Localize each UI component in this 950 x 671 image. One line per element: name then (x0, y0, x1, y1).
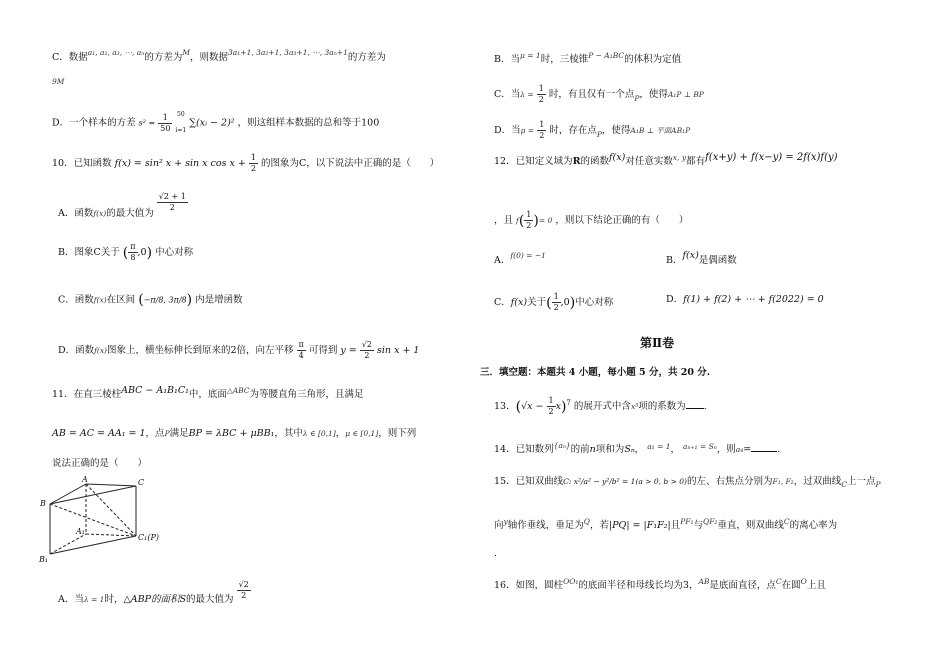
q12-xy: x, y (672, 153, 687, 162)
q12-R: R (572, 156, 581, 167)
q14-cond1: a₁ = 1 (647, 442, 671, 451)
q10-function: f(x) = sin² x + sin x cos x + (114, 158, 246, 169)
q11-stem-b: 中，底面 (188, 389, 227, 400)
q12-cont-f: f (516, 216, 519, 225)
q9d-sum-limits (175, 110, 186, 136)
q15-line2 (494, 516, 837, 532)
q9-option-d (52, 110, 379, 136)
q11c-frac-den: 2 (538, 95, 544, 104)
q14-mid: 的前 (570, 444, 590, 455)
q16-mid: 的底面半径和母线长均为3， (578, 580, 699, 591)
q11-vector: BP = λBC + μBB₁ (188, 428, 275, 439)
q10d-fraction (297, 340, 306, 361)
q12c-mid: 关于 (527, 297, 547, 308)
q14: 14．已知数列$^{\{a_n\}}$的前n项和为Sₙ， $^{a_1 = 1}$， $^{a_{n+1} = S_n}$，则a₄= . (494, 441, 781, 455)
q9d-frac-num: 1 (158, 113, 172, 124)
q12c-pre: C． (494, 297, 511, 308)
q10-stem-a: 10．已知函数 (52, 158, 112, 169)
q12b-post: 是偶函数 (698, 255, 737, 266)
q9c-data-seq2: 3a₁+1, 3a₂+1, 3a₃+1, ⋯, 3aₙ+1 (228, 48, 348, 57)
q9d-sum-top: 50 (177, 111, 185, 118)
q13-frac-num: 1 (548, 396, 554, 405)
right-column (470, 0, 950, 671)
q9c-tail: 的方差为 (347, 52, 386, 63)
q11-cond: AB = AC = AA₁ = 1 (52, 428, 146, 439)
q10-option-b (58, 242, 193, 263)
q10a-fraction (157, 192, 188, 213)
q11-mu: μ ∈ [0,1] (345, 429, 379, 438)
q10c-interval: −π/8, 3π/8 (143, 295, 187, 305)
q10c-mid: 在区间 (106, 294, 136, 306)
q12-cont-a: ，且 (494, 215, 514, 226)
q13-expr-b: x (555, 401, 561, 412)
q12-stem-d: 都有 (686, 156, 706, 167)
q9c-mid2: ，则数据 (190, 52, 229, 63)
q15-line3: . (494, 548, 498, 559)
q10-stem (52, 153, 439, 174)
q10d-mid: 图象上，横坐标伸长到原来的2倍，向左平移 (106, 345, 294, 356)
q16-O: O (800, 577, 807, 586)
q15-mid2: ，过双曲线 (793, 476, 842, 487)
q15-l2d: 且 (670, 520, 681, 531)
q14-mid2: 项和为 (595, 444, 625, 455)
q11a-fraction (237, 580, 251, 601)
q15-PF1: PF₁ (680, 517, 694, 526)
q14-seq: {aₙ} (553, 441, 571, 450)
q12-cont-eq: = 0 (538, 216, 553, 225)
q11c-fraction (537, 84, 546, 105)
q11-condition: AB = AC = AA₁ = 1，点P满足BP = λBC + μBB₁，其中λ ∈ [0,1]，μ ∈ [0,1]，则下列 (52, 428, 417, 439)
q11a-area: △ABP的面积S (123, 594, 187, 605)
q12-f: f(x) (609, 152, 626, 163)
q11b-mid: 时，三棱锥 (540, 54, 589, 65)
q9d-formula-lhs: s² = (138, 118, 156, 128)
edge-AC (86, 484, 136, 486)
q12-cont-b: ，则以下结论正确的有（ ） (555, 215, 689, 226)
q10b-fraction (128, 242, 137, 263)
section-three-heading: 三．填空题：本题共 4 小题，每小题 5 分，共 20 分. (480, 367, 711, 378)
q15-l2a: 向 (494, 520, 504, 531)
q11-option-b (494, 50, 681, 66)
q10c-post: 内是增函数 (195, 294, 243, 306)
edge-BC (50, 486, 136, 504)
q11-prism: ABC − A₁B₁C₁ (121, 385, 189, 396)
q10b-frac-den: 8 (130, 253, 136, 262)
q11-option-d (494, 120, 690, 141)
q9d-fraction (158, 113, 172, 134)
q12b-pre: B． (666, 255, 683, 266)
q16 (494, 576, 826, 592)
q16-AB: AB (698, 577, 710, 586)
q11-point: P (164, 429, 170, 438)
q15-l2b: 轴作垂线，垂足为 (507, 520, 584, 531)
q10b-paren-open: ( (122, 244, 129, 261)
q13-paren-open: ( (515, 398, 522, 415)
label-B1: B₁ (39, 555, 49, 564)
q15-foci: F₁, F₂ (772, 477, 794, 486)
q11d-cond: μ = (520, 126, 535, 135)
q13: 13．(√x − $\frac{1}{2}$ x)$^7$ 的展开式中含x⁵项的系数为 . (494, 396, 707, 416)
q11b-pre: B．当 (494, 54, 520, 65)
q11a-pre: A．当 (58, 594, 84, 605)
q15-mid3: 上一点 (846, 476, 876, 487)
q14-cond2: aₙ₊₁ = Sₙ (683, 442, 717, 451)
q15-l2e: 与 (693, 520, 704, 531)
q15-y: y (503, 517, 508, 526)
q9-option-c (52, 47, 386, 64)
edge-B1C1 (50, 536, 136, 554)
q11b-solid: P − A₁BC (588, 51, 625, 60)
q10d-yfraction (360, 340, 374, 361)
q9c-var: M (182, 48, 191, 57)
q10d-pre: D．函数 (58, 345, 95, 356)
q13-exponent: 7 (566, 398, 571, 407)
q15-C2: C (783, 517, 790, 526)
q10d-ytail: sin x + 1 (377, 345, 420, 356)
q16-mid3: 在圆 (781, 580, 801, 591)
q11-cond-e: ，则下列 (378, 428, 417, 439)
q10a-mid: 的最大值为 (106, 208, 154, 219)
label-A: A (82, 475, 88, 484)
q11-cond-d: ，其中 (274, 428, 303, 439)
q11a-cond: λ = 1 (83, 595, 105, 604)
q10d-f: f(x) (94, 346, 107, 355)
q12c-expr: f(x) (510, 297, 528, 308)
q10d-mid2: 可得到 (308, 345, 338, 356)
q11-continuation: 说法正确的是（ ） (52, 458, 148, 469)
q12c-frac-num: 1 (553, 292, 559, 301)
q14-answer-blank[interactable] (751, 442, 777, 452)
q13-answer-blank[interactable] (686, 399, 704, 409)
q11d-frac-num: 1 (539, 120, 545, 129)
q9d-frac-den: 50 (160, 123, 171, 133)
q10a-f: f(x) (93, 209, 107, 218)
q10d-yfrac-num: √2 (361, 340, 372, 349)
q12-stem-b: 的函数 (580, 156, 610, 167)
q12-option-d (666, 294, 824, 306)
q13-expr-a: √x − (521, 401, 544, 412)
q10a-frac-den: 2 (169, 203, 175, 212)
q11c-pre: C．当 (494, 89, 521, 100)
q16-pre: 16．如图，圆柱 (494, 580, 564, 591)
q10b-frac-num: π (130, 242, 136, 251)
q11-lambda: λ ∈ [0,1] (302, 429, 336, 438)
q11d-point: P (596, 130, 602, 139)
q13-frac-den: 2 (548, 407, 554, 416)
label-B: B (40, 499, 46, 508)
edge-B1A1 (50, 534, 86, 554)
q11-stem-a: 11．在直三棱柱 (52, 389, 122, 400)
q10-frac-den: 2 (250, 164, 256, 173)
q12-option-a (494, 250, 546, 267)
q13-post: 项的系数为 (638, 401, 686, 412)
q12c-fraction (552, 292, 561, 313)
q10d-y: y = (340, 345, 357, 356)
q14-a4: a₄ (735, 445, 744, 454)
q11-triangle: △ABC (226, 386, 250, 395)
q11c-mid: 时，有且仅有一个点 (548, 89, 635, 100)
q10a-frac-num: √2 + 1 (158, 192, 186, 201)
q11-stem (52, 385, 364, 401)
q11-cond-b: ，点 (145, 428, 165, 439)
q10a-pre: A．函数 (58, 208, 94, 219)
q11c-frac-num: 1 (538, 84, 544, 93)
edge-A1C1 (86, 534, 136, 536)
q15-curve: C: x²/a² − y²/b² = 1(a > 0, b > 0) (563, 477, 687, 486)
q13-term: x⁵ (630, 402, 639, 411)
q15-l2g: 的离心率为 (789, 520, 838, 531)
q11d-fraction (537, 120, 546, 141)
q9c-label: C．数据 (52, 52, 88, 63)
q13-mid: 的展开式中含 (573, 401, 631, 412)
q9c-mid1: 的方差为 (144, 52, 183, 63)
q11d-post: ，使得 (601, 125, 631, 136)
q10-option-a (58, 192, 188, 220)
q11a-mid: 时， (104, 594, 124, 605)
prism-figure (36, 474, 176, 566)
q11d-pre: D．当 (494, 125, 521, 136)
q15-QF2: QF₂ (703, 517, 718, 526)
edge-BP (50, 504, 136, 536)
q10c-f: f(x) (93, 295, 107, 305)
q12a-expr: f(0) = −1 (510, 251, 546, 260)
q12c-paren-close: ) (569, 294, 576, 311)
q9d-tail: ，则这组样本数据的总和等于100 (237, 117, 380, 129)
q12-paren-close: ) (533, 212, 539, 229)
q15-line1 (494, 476, 881, 491)
q10c-paren-open: ( (138, 292, 144, 308)
q14-mid3: ，则 (716, 444, 736, 455)
q11a-frac-den: 2 (241, 591, 247, 600)
q14-post: = (743, 444, 752, 455)
q13-paren-close: ) (560, 398, 567, 415)
q11-cond-c: 满足 (169, 428, 189, 439)
q9d-sum-bot: i=1 (175, 127, 187, 134)
q11b-cond: μ = 1 (519, 51, 541, 60)
q12-stem (494, 152, 838, 168)
q15-l2c: ，若 (589, 520, 609, 531)
q15-mid: 的左、右焦点分别为 (686, 476, 773, 487)
q12a-pre: A． (494, 255, 511, 266)
q13-fraction (547, 396, 556, 417)
q11a-frac-num: √2 (238, 580, 249, 589)
q15-cond: |PQ| = |F₁F₂| (608, 520, 671, 531)
edge-BA (50, 484, 86, 504)
label-C1P: C₁(P) (138, 533, 159, 542)
left-column (0, 0, 470, 671)
q16-cylinder: OO₁ (563, 577, 579, 586)
q12-equation: f(x+y) + f(x−y) = 2f(x)f(y) (705, 152, 838, 163)
part-two-title: 第Ⅱ卷 (640, 336, 675, 350)
q12c-post: 中心对称 (575, 297, 614, 308)
q11-option-c (494, 84, 704, 105)
q15-C: C (841, 480, 847, 489)
q15-P: P (875, 480, 881, 489)
q10d-yfrac-den: 2 (364, 351, 370, 360)
q13-pre: 13． (494, 401, 516, 412)
q12b-expr: f(x) (682, 250, 699, 261)
q15-Q: Q (583, 517, 590, 526)
q11c-cond: λ = (520, 90, 534, 99)
q11c-point: P (634, 94, 640, 103)
q9d-sum-expr: ∑(xᵢ − 2)² (189, 117, 235, 129)
q12-frac-den: 2 (526, 221, 532, 230)
q12-continuation (494, 210, 688, 231)
q12-fraction (524, 210, 533, 231)
q10d-frac-den: 4 (298, 351, 304, 360)
q11d-perp: A₁B ⊥ 平面AB₁P (630, 126, 691, 135)
q10b-post: 中心对称 (155, 247, 194, 258)
q10b-pre: B．图象C关于 (58, 247, 120, 258)
q12-paren-open: ( (518, 212, 525, 229)
q11c-perp: A₁P ⊥ BP (667, 90, 704, 99)
q10-option-d (58, 340, 419, 361)
q11d-frac-den: 2 (539, 131, 545, 140)
q14-pre: 14．已知数列 (494, 444, 554, 455)
q9c-continuation: 9M (52, 77, 65, 86)
q15-pre: 15．已知双曲线 (494, 476, 564, 487)
q11b-post: 的体积为定值 (624, 54, 682, 65)
q12d-expr: f(1) + f(2) + ⋯ + f(2022) = 0 (683, 294, 824, 305)
q16-mid2: 是底面直径，点 (709, 580, 776, 591)
q12-frac-num: 1 (526, 210, 532, 219)
q11-stem-c: 为等腰直角三角形，且满足 (249, 389, 364, 400)
q12d-pre: D． (666, 294, 684, 305)
q10b-paren-close: ) (146, 244, 153, 261)
q10c-paren-close: ) (186, 292, 193, 308)
q15-l2f: 垂直，则双曲线 (717, 520, 784, 531)
q11a-post: 的最大值为 (186, 594, 234, 605)
q10b-tail: ,0 (137, 247, 147, 258)
q12c-tail: ,0 (560, 297, 570, 308)
q14-n: n (589, 444, 596, 455)
q14-Sn: Sₙ (624, 444, 635, 455)
label-A1: A₁ (76, 527, 85, 536)
q11c-post: ，使得 (639, 89, 668, 100)
q12c-paren-open: ( (546, 294, 552, 311)
q10-fraction (249, 153, 258, 174)
edge-AP (86, 484, 136, 536)
q10c-pre: C．函数 (58, 294, 94, 306)
q16-post: 上且 (806, 580, 826, 591)
label-C: C (138, 478, 145, 487)
q12c-frac-den: 2 (553, 303, 559, 312)
q12-stem-a: 12．已知定义域为 (494, 156, 573, 167)
q10-option-c (58, 294, 243, 307)
q12-option-b (666, 250, 737, 267)
q9c-data-seq: a₁, a₂, a₃, ⋯, aₙ (87, 48, 145, 57)
q16-C: C (775, 577, 782, 586)
q11d-mid: 时，存在点 (549, 125, 597, 136)
q9d-label: D．一个样本的方差 (52, 117, 136, 129)
q12-stem-c: 对任意实数 (625, 156, 673, 167)
q10-stem-b: 的图象为C，以下说法中正确的是（ ） (261, 158, 440, 169)
q11-option-a (58, 580, 251, 606)
q10d-frac-num: π (298, 340, 304, 349)
q12-option-c (494, 292, 613, 313)
q10-frac-num: 1 (250, 153, 256, 162)
